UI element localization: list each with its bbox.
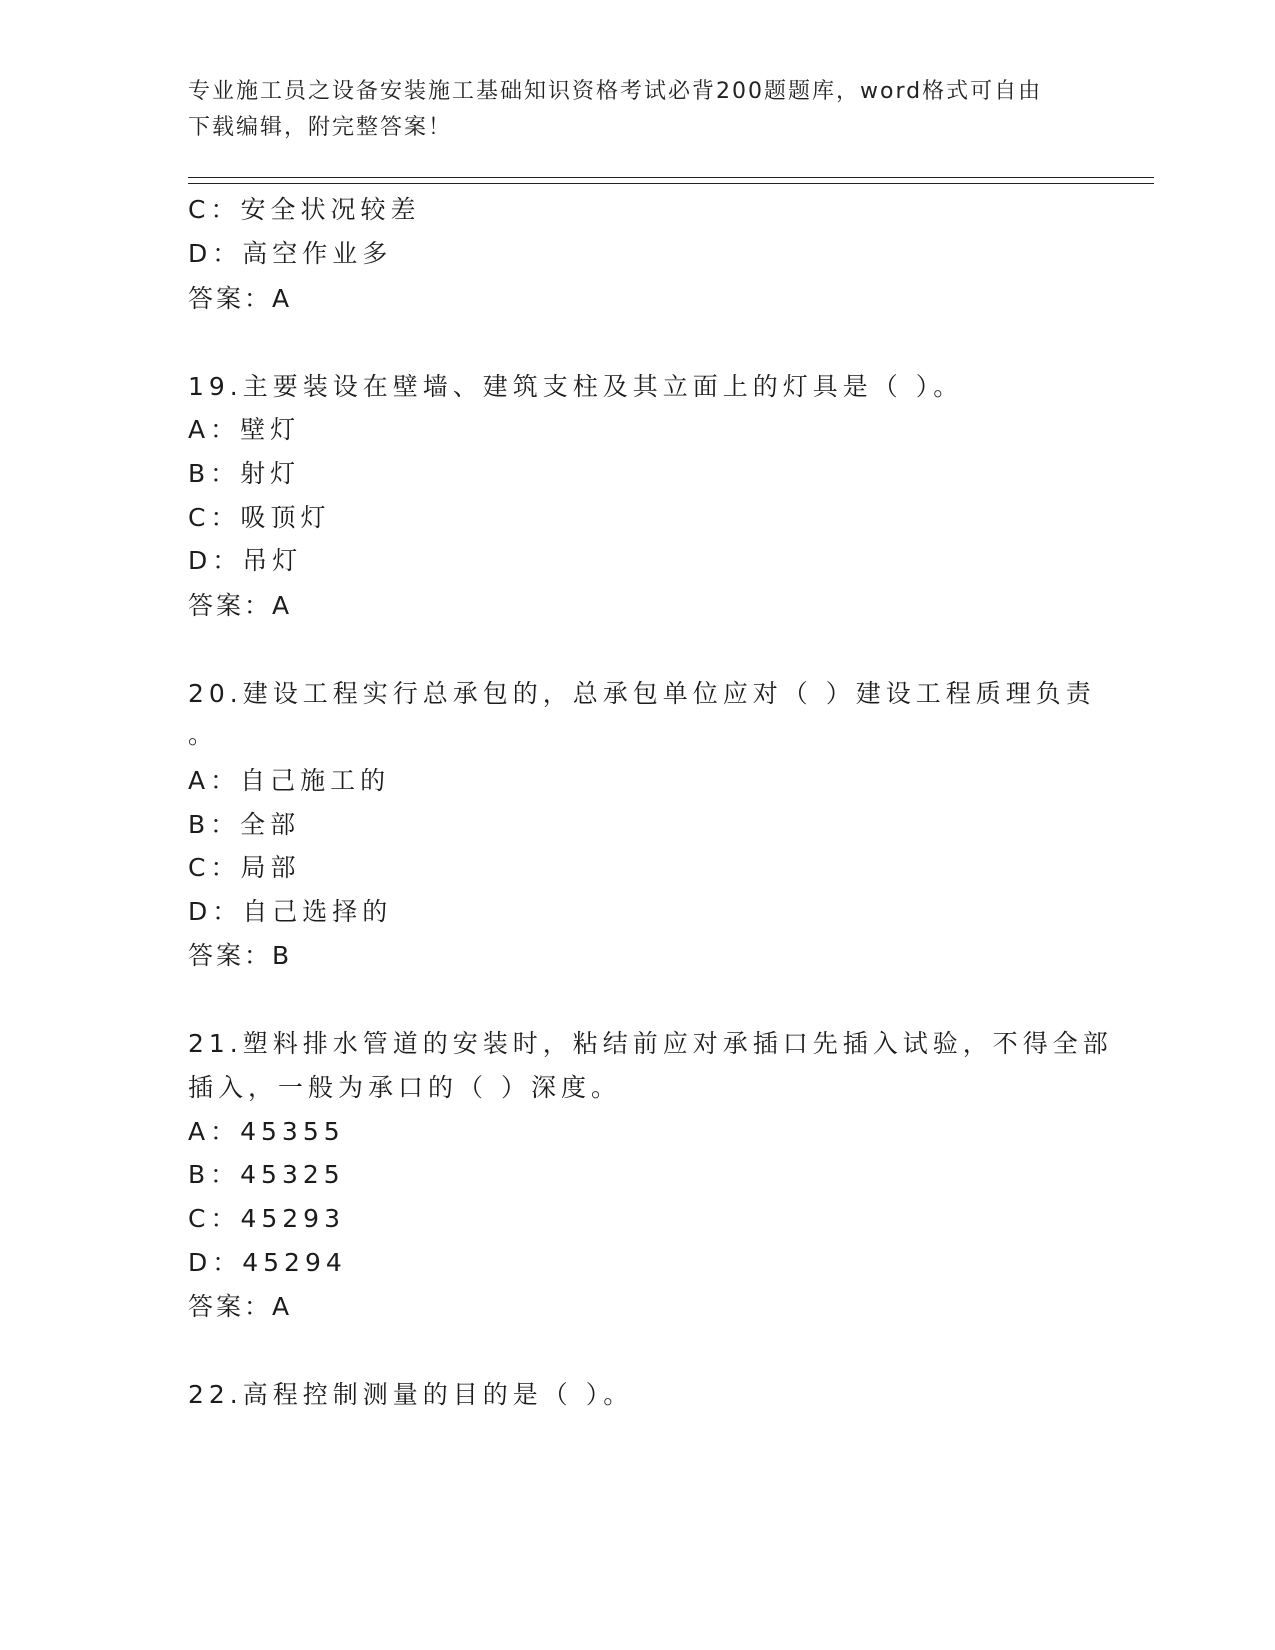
document-header [188, 74, 1088, 146]
q18-answer: 答案：A [188, 284, 293, 313]
q20-stem-line-2: 。 [188, 720, 219, 749]
q19-option-c: C：吸顶灯 [188, 503, 331, 532]
q22-stem: 22.高程控制测量的目的是（ ）。 [188, 1380, 634, 1409]
q21-option-d: D：45294 [188, 1248, 347, 1277]
q20-stem-line-1: 20.建设工程实行总承包的，总承包单位应对（ ）建设工程质理负责 [188, 679, 1096, 708]
header-line-1: 专业施工员之设备安装施工基础知识资格考试必背200题题库，word格式可自由 [188, 79, 1043, 104]
q21-stem-line-1: 21.塑料排水管道的安装时，粘结前应对承插口先插入试验，不得全部 [188, 1029, 1113, 1058]
q20-answer: 答案：B [188, 941, 293, 970]
q19-option-b: B：射灯 [188, 459, 301, 488]
q21-stem-line-2: 插入，一般为承口的（ ）深度。 [188, 1073, 621, 1102]
header-rule-top [188, 177, 1154, 178]
q18-option-d: D：高空作业多 [188, 239, 393, 268]
q18-option-c: C：安全状况较差 [188, 195, 421, 224]
q19-answer: 答案：A [188, 591, 293, 620]
q20-option-a: A：自己施工的 [188, 766, 391, 795]
q21-option-b: B：45325 [188, 1160, 345, 1189]
q19-option-a: A：壁灯 [188, 415, 301, 444]
header-line-2: 下载编辑，附完整答案！ [188, 115, 453, 140]
q20-option-b: B：全部 [188, 810, 301, 839]
q21-answer: 答案：A [188, 1292, 293, 1321]
q19-stem: 19.主要装设在壁墙、建筑支柱及其立面上的灯具是（ ）。 [188, 372, 964, 401]
q19-option-d: D：吊灯 [188, 546, 303, 575]
q21-option-a: A：45355 [188, 1117, 345, 1146]
q20-option-c: C：局部 [188, 853, 301, 882]
q21-option-c: C：45293 [188, 1204, 345, 1233]
header-rule-bottom [188, 183, 1154, 184]
q20-option-d: D：自己选择的 [188, 897, 393, 926]
